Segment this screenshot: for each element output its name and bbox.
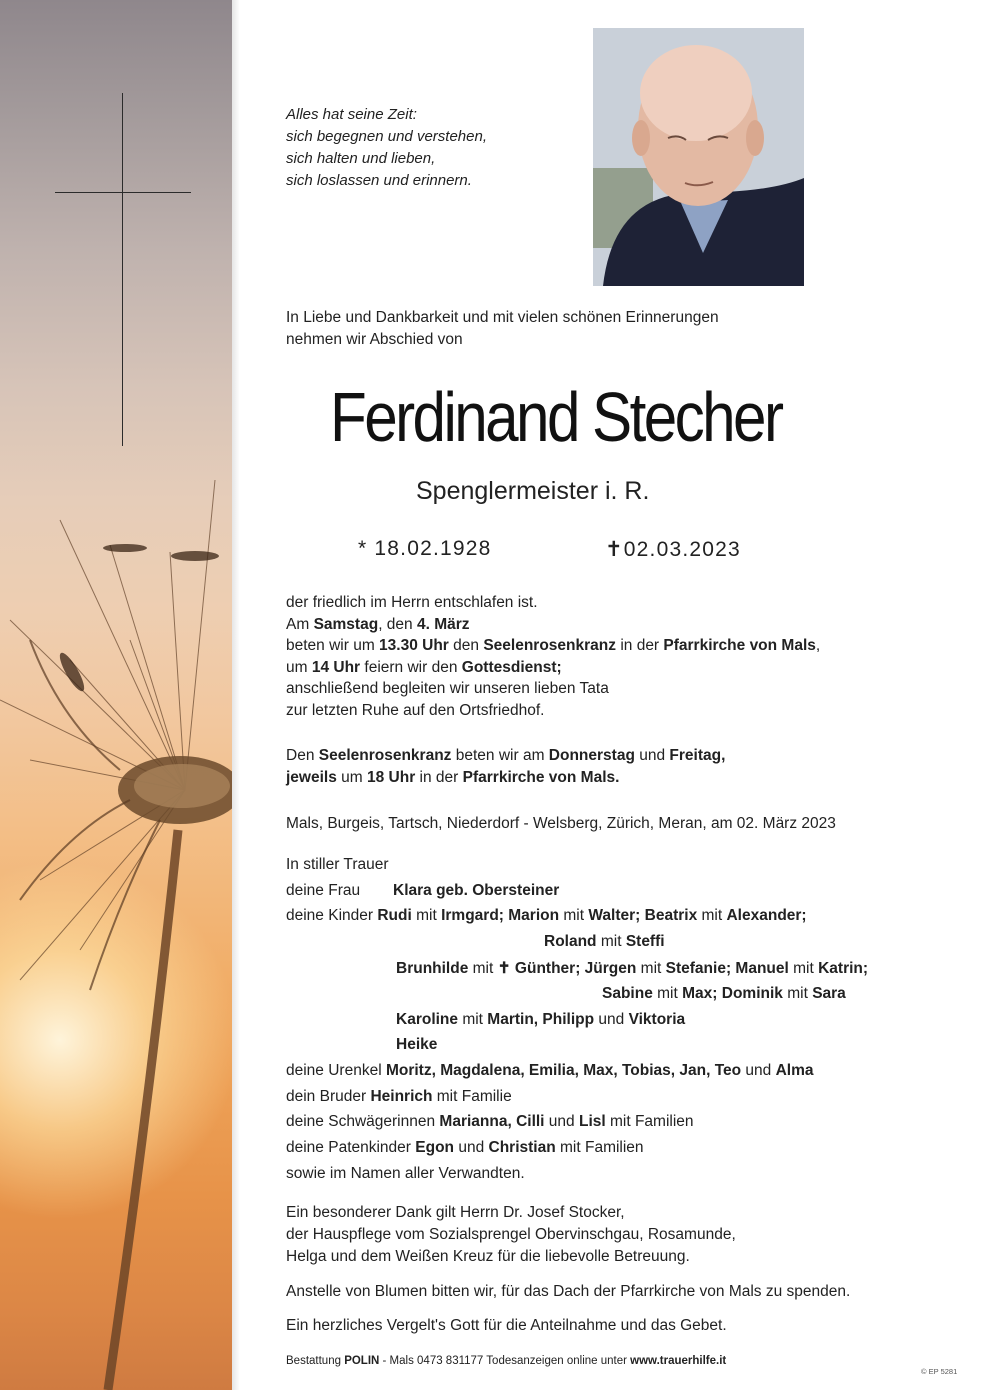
- cross-icon-bar: [55, 192, 191, 193]
- wife-row: deine Frau: [286, 882, 361, 899]
- announcement-line: anschließend begleiten wir unseren lieben Tata: [286, 680, 609, 698]
- closing-text: Ein herzliches Vergelt's Gott für die Anteilnahme und das Gebet.: [286, 1317, 727, 1334]
- wife-name: Klara geb. Obersteiner: [393, 882, 560, 899]
- deceased-name: Ferdinand Stecher: [330, 378, 782, 456]
- place-date-text: Mals, Burgeis, Tartsch, Niederdorf - Welsberg, Zürich, Meran, am 02. März 2023: [286, 815, 836, 832]
- dandelion-image: [0, 0, 232, 1390]
- announcement-line: zur letzten Ruhe auf den Ortsfriedhof.: [286, 701, 545, 719]
- grandchildren-row: Brunhilde mit ✝ Günther; Jürgen mit Stefanie; Manuel mit Katrin;: [396, 960, 869, 977]
- portrait-photo: [593, 28, 804, 286]
- thanks-line: Ein besonderer Dank gilt Herrn Dr. Josef Stocker,: [286, 1204, 625, 1221]
- children-row: deine Kinder Rudi mit Irmgard; Marion mit Walter; Beatrix mit Alexander;: [286, 907, 807, 924]
- rosary-line: jeweils um 18 Uhr in der Pfarrkirche von Mals.: [286, 768, 620, 786]
- flowers-note: [286, 1281, 850, 1303]
- quote-line: sich loslassen und erinnern.: [286, 172, 472, 189]
- closing-note: [286, 1315, 727, 1337]
- quote-line: Alles hat seine Zeit:: [286, 106, 417, 123]
- thanks-line: Helga und dem Weißen Kreuz für die liebevolle Betreuung.: [286, 1248, 690, 1265]
- grandchildren-row: Karoline mit Martin, Philipp und Viktoria: [396, 1011, 686, 1028]
- godchildren-row: deine Patenkinder Egon und Christian mit Familien: [286, 1139, 644, 1156]
- family-heading: In stiller Trauer: [286, 856, 389, 873]
- profession: Spenglermeister i. R.: [416, 477, 650, 505]
- cross-icon: [122, 93, 123, 446]
- announcement-line: beten wir um 13.30 Uhr den Seelenrosenkranz in der Pfarrkirche von Mals,: [286, 637, 821, 655]
- announcement-line: Am Samstag, den 4. März: [286, 615, 470, 633]
- intro-line: nehmen wir Abschied von: [286, 331, 463, 348]
- grandchildren-row: Sabine mit Max; Dominik mit Sara: [602, 985, 846, 1002]
- birth-date: * 18.02.1928: [358, 537, 492, 560]
- intro-text: [286, 307, 719, 351]
- undertaker-footer: Bestattung POLIN - Mals 0473 831177 Todesanzeigen online unter www.trauerhilfe.it: [286, 1355, 727, 1367]
- sisters-in-law-row: deine Schwägerinnen Marianna, Cilli und Lisl mit Familien: [286, 1113, 694, 1130]
- death-date: 02.03.2023: [623, 538, 741, 561]
- announcement-line: der friedlich im Herrn entschlafen ist.: [286, 594, 538, 611]
- children-row-2: Roland mit Steffi: [544, 933, 665, 950]
- sunset-strip: [0, 0, 232, 1390]
- quote-line: sich begegnen und verstehen,: [286, 128, 487, 145]
- death-cross-icon: ✝: [605, 538, 624, 561]
- rosary-announcement: [286, 745, 725, 788]
- quote-block: [286, 104, 487, 192]
- thanks-block: [286, 1202, 736, 1268]
- strip-shadow: [232, 0, 240, 1390]
- print-code: © EP 5281: [921, 1367, 958, 1376]
- death-date-block: [605, 537, 741, 562]
- announcement-line: um 14 Uhr feiern wir den Gottesdienst;: [286, 658, 562, 676]
- great-grandchildren-row: deine Urenkel Moritz, Magdalena, Emilia, Max, Tobias, Jan, Teo und Alma: [286, 1062, 814, 1079]
- flowers-text: Anstelle von Blumen bitten wir, für das Dach der Pfarrkirche von Mals zu spenden.: [286, 1283, 851, 1300]
- intro-line: In Liebe und Dankbarkeit und mit vielen schönen Erinnerungen: [286, 309, 719, 326]
- place-date: [286, 813, 836, 835]
- quote-line: sich halten und lieben,: [286, 150, 436, 167]
- relatives-row: sowie im Namen aller Verwandten.: [286, 1165, 525, 1182]
- rosary-line: Den Seelenrosenkranz beten wir am Donnerstag und Freitag,: [286, 747, 726, 764]
- website-link[interactable]: www.trauerhilfe.it: [630, 1355, 727, 1367]
- funeral-announcement: [286, 592, 820, 722]
- grandchildren-row: Heike: [396, 1036, 438, 1053]
- brother-row: dein Bruder Heinrich mit Familie: [286, 1088, 512, 1105]
- thanks-line: der Hauspflege vom Sozialsprengel Obervinschgau, Rosamunde,: [286, 1226, 736, 1243]
